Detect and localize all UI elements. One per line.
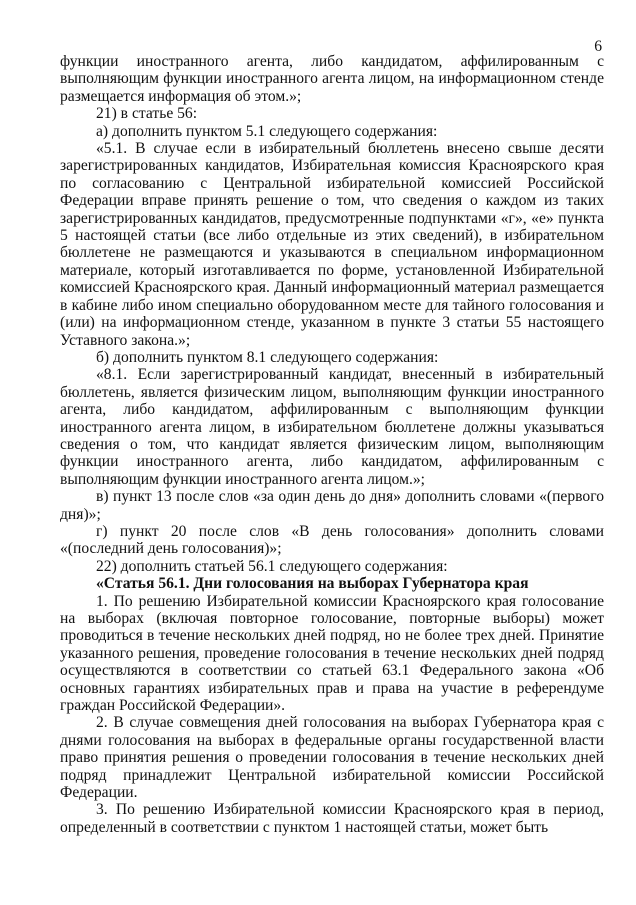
paragraph-subitem-a: а) дополнить пунктом 5.1 следующего содержания: <box>96 122 438 140</box>
paragraph-clause-5-1: «5.1. В случае если в избирательный бюллетень внесено свыше десяти зарегистрированных кандидатов, Избирательная комиссия Красноярского края по согласованию с Центральной избирательной комиссией Российской Федерации вправе принять решение о том, что сведения о каждом из таких зарегистрированных кандидатов, предусмотренные подпунктами «г», «е» пункта 5 настоящей статьи (все либо отдельные из этих сведений), в избирательном бюллетене не размещаются и указываются в специальном информационном материале, который изготавливается по форме, установленной Избирательной комиссией Красноярского края. Данный информационный материал размещается в кабине либо ином специально оборудованном месте для тайного голосования и (или) на информационном стенде, указанном в пункте 3 статьи 55 настоящего Уставного закона.»; <box>60 140 604 349</box>
paragraph-clause-8-1: «8.1. Если зарегистрированный кандидат, внесенный в избирательный бюллетень, является физическим лицом, выполняющим функции иностранного агента, либо кандидатом, аффилированным с выполняющим функции иностранного агента лицом, в избирательном бюллетене должны указываться сведения о том, что кандидат является физическим лицом, выполняющим функции иностранного агента, либо кандидатом, аффилированным с выполняющим функции иностранного агента лицом.»; <box>60 366 604 488</box>
document-body <box>60 53 604 836</box>
article-56-1-heading: «Статья 56.1. Дни голосования на выборах Губернатора края <box>96 575 529 593</box>
page-number: 6 <box>594 38 602 55</box>
paragraph-item-22: 22) дополнить статьей 56.1 следующего содержания: <box>96 557 448 575</box>
paragraph-continuation: функции иностранного агента, либо кандидатом, аффилированным с выполняющим функции иностранного агента лицом, на информационном стенде размещается информация об этом.»; <box>60 53 604 105</box>
paragraph-subitem-g: г) пункт 20 после слов «В день голосования» дополнить словами «(последний день голосования)»; <box>60 522 604 558</box>
article-56-1-point-1: 1. По решению Избирательной комиссии Красноярского края голосование на выборах (включая повторное голосование, повторные выборы) может проводиться в течение нескольких дней подряд, но не более трех дней. Принятие указанного решения, проведение голосования в течение нескольких дней подряд осуществляются в соответствии со статьей 63.1 Федерального закона «Об основных гарантиях избирательных прав и права на участие в референдуме граждан Российской Федерации». <box>60 592 604 715</box>
article-56-1-point-2: 2. В случае совмещения дней голосования на выборах Губернатора края с днями голосования на выборах в федеральные органы государственной власти право принятия решения о проведении голосования в течение нескольких дней подряд принадлежит Центральной избирательной комиссии Российской Федерации. <box>60 714 604 802</box>
article-56-1-point-3: 3. По решению Избирательной комиссии Красноярского края в период, определенный в соответствии с пунктом 1 настоящей статьи, может быть <box>60 801 604 836</box>
paragraph-subitem-b: б) дополнить пунктом 8.1 следующего содержания: <box>96 348 439 366</box>
paragraph-item-21: 21) в статье 56: <box>96 105 198 123</box>
paragraph-subitem-v: в) пункт 13 после слов «за один день до дня» дополнить словами «(первого дня)»; <box>60 488 604 523</box>
